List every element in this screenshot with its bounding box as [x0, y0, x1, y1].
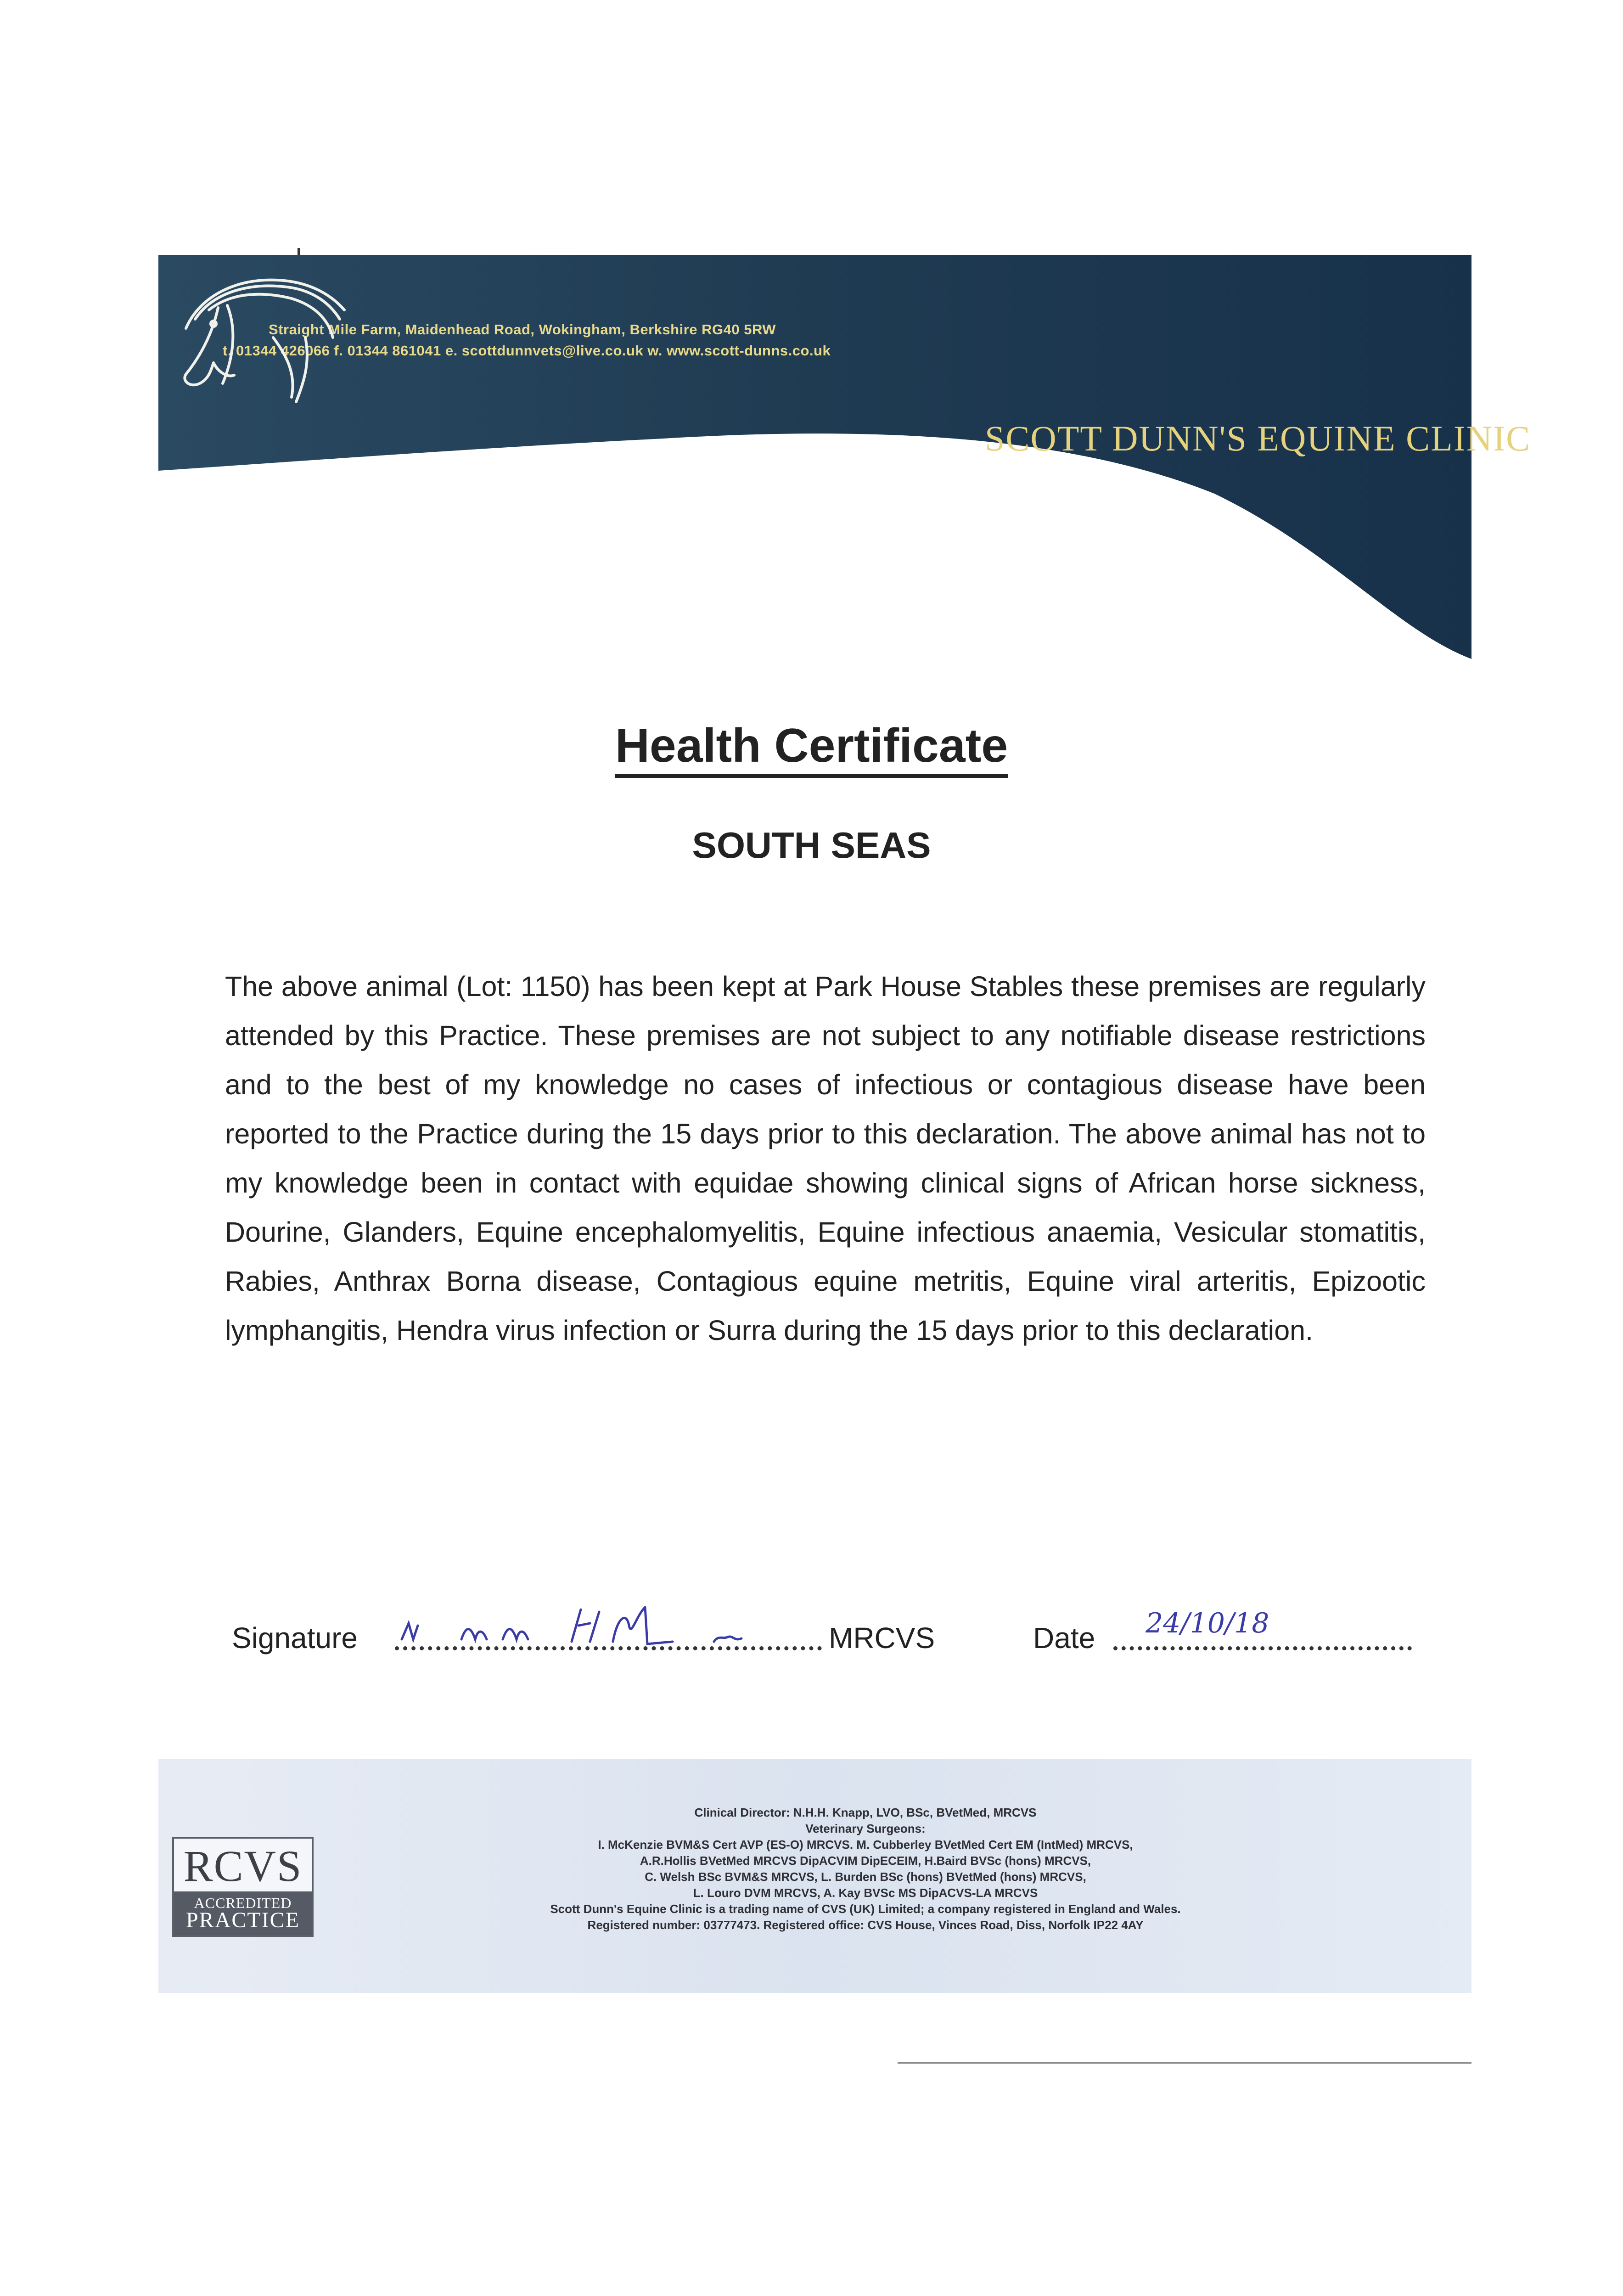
certificate-title-text: Health Certificate: [615, 719, 1008, 778]
rcvs-logo-practice: PRACTICE: [185, 1908, 300, 1932]
footer-line: Registered number: 03777473. Registered office: CVS House, Vinces Road, Diss, Norfolk IP22 4AY: [587, 1918, 1144, 1932]
bottom-divider: [898, 2062, 1471, 2064]
certificate-body: The above animal (Lot: 1150) has been kept at Park House Stables these premises are regularly attended by this Practice. These premises are not subject to any notifiable disease restrictions and to the best of my knowledge no cases of infectious or contagious disease have been reported to the Practice during the 15 days prior to this declaration. The above animal has not to my knowledge been in contact with equidae showing clinical signs of African horse sickness, Dourine, Glanders, Equine encephalomyelitis, Equine infectious anaemia, Vesicular stomatitis, Rabies, Anthrax Borna disease, Contagious equine metritis, Equine viral arteritis, Epizootic lymphangitis, Hendra virus infection or Surra during the 15 days prior to this declaration.: [225, 971, 1426, 1346]
signature-suffix: MRCVS: [829, 1621, 935, 1654]
header-banner: [158, 255, 1531, 659]
date-value: 24/10/18: [1146, 1607, 1269, 1639]
footer-line: L. Louro DVM MRCVS, A. Kay BVSc MS DipACVS-LA MRCVS: [693, 1886, 1038, 1900]
signature-row: [232, 1607, 1435, 1671]
footer-band: [158, 1759, 1471, 1993]
footer-line: Scott Dunn's Equine Clinic is a trading name of CVS (UK) Limited; a company registered in England and Wales.: [550, 1902, 1181, 1916]
footer-staff-list: [342, 1805, 1389, 1933]
clinic-name: SCOTT DUNN'S EQUINE CLINIC: [985, 418, 1531, 458]
header-address: Straight Mile Farm, Maidenhead Road, Wokingham, Berkshire RG40 5RW: [269, 321, 776, 338]
footer-line: A.R.Hollis BVetMed MRCVS DipACVIM DipECEIM, H.Baird BVSc (hons) MRCVS,: [640, 1854, 1091, 1868]
footer-line: I. McKenzie BVM&S Cert AVP (ES-O) MRCVS. M. Cubberley BVetMed Cert EM (IntMed) MRCVS,: [598, 1838, 1133, 1851]
date-label: Date: [1033, 1621, 1095, 1654]
certificate-subject: SOUTH SEAS: [692, 825, 931, 866]
rcvs-accredited-logo: [172, 1837, 314, 1937]
horse-head-icon: [158, 255, 351, 406]
header-address-block: [223, 319, 1233, 361]
footer-line: Veterinary Surgeons:: [805, 1822, 926, 1835]
handwritten-signature: [397, 1598, 810, 1653]
certificate-title: [0, 719, 1623, 773]
header-contacts: t. 01344 426066 f. 01344 861041 e. scottdunnvets@live.co.uk w. www.scott-dunns.co.uk: [223, 343, 831, 359]
rcvs-logo-main: RCVS: [183, 1841, 303, 1891]
footer-line: Clinical Director: N.H.H. Knapp, LVO, BSc, BVetMed, MRCVS: [694, 1806, 1037, 1819]
signature-label: Signature: [232, 1621, 358, 1654]
footer-line: C. Welsh BSc BVM&S MRCVS, L. Burden BSc (hons) BVetMed (hons) MRCVS,: [645, 1870, 1086, 1884]
rcvs-logo-accredited: ACCREDITED: [194, 1895, 292, 1911]
